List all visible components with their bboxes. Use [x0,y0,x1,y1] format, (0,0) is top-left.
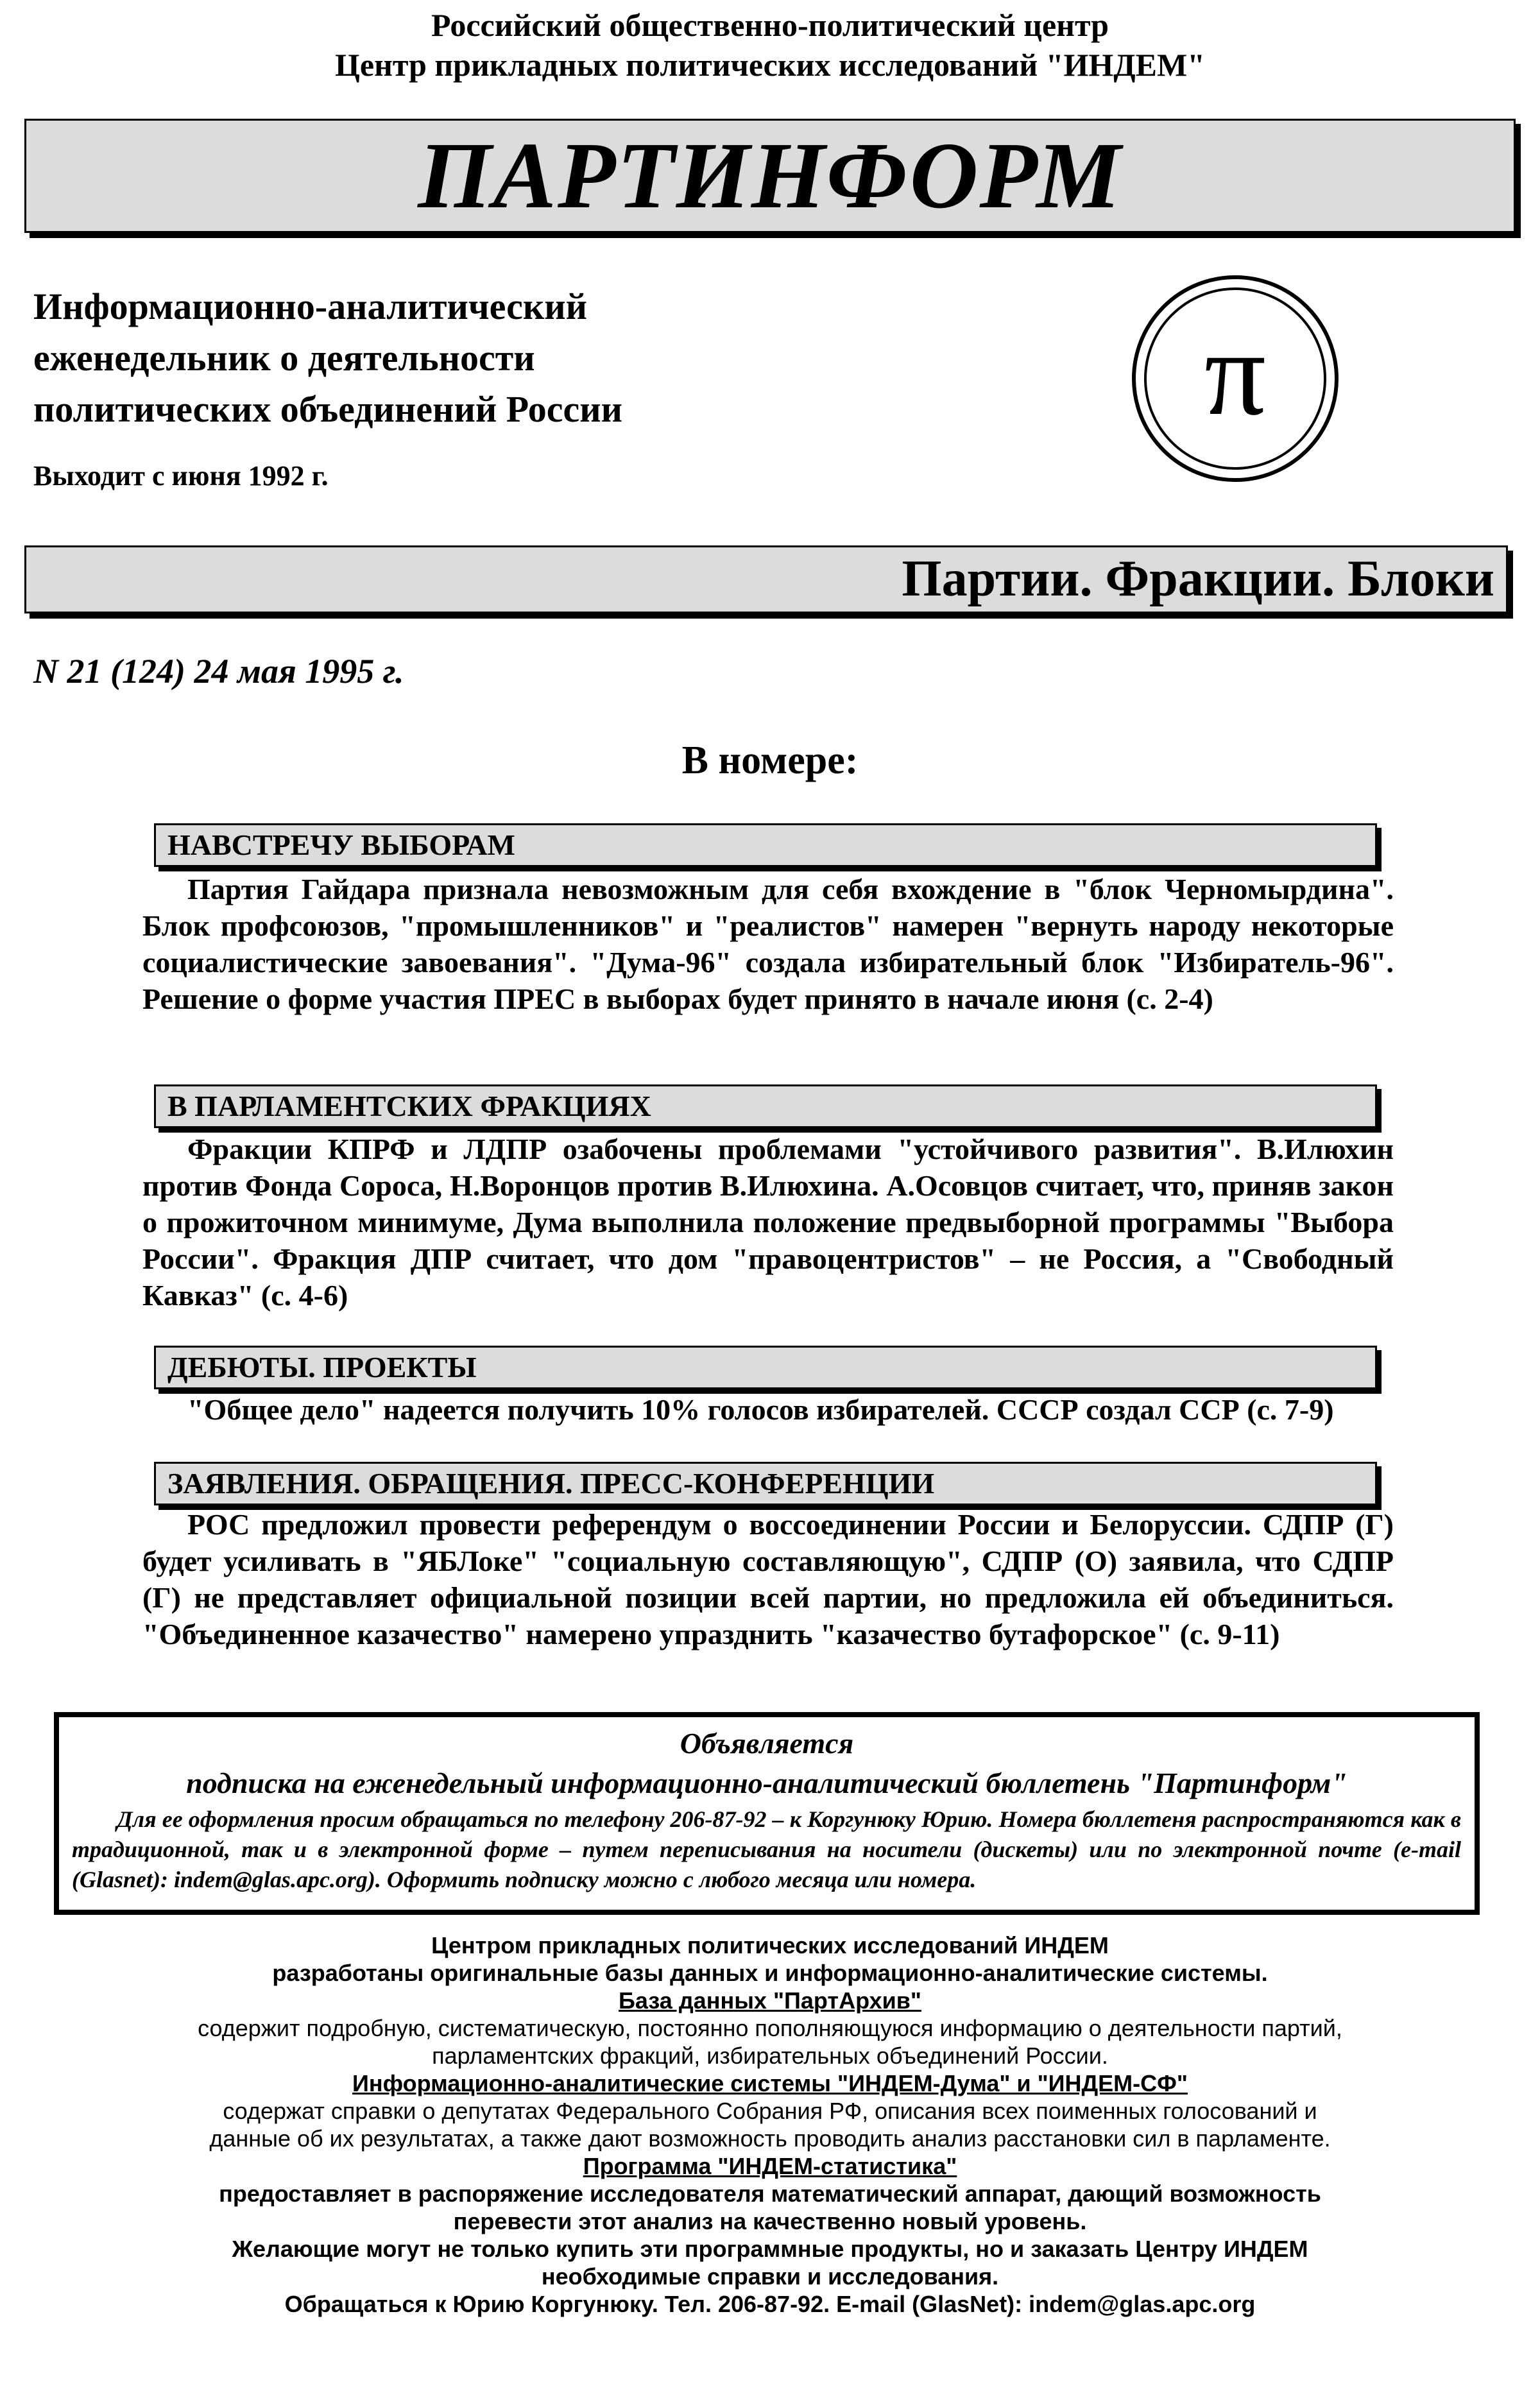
section-heading-box [154,1084,1377,1128]
section-heading: ЗАЯВЛЕНИЯ. ОБРАЩЕНИЯ. ПРЕСС-КОНФЕРЕНЦИИ [167,1467,935,1500]
footer-link-indem-statistics: Программа "ИНДЕМ-статистика" [583,2153,957,2179]
section-heading: НАВСТРЕЧУ ВЫБОРАМ [167,828,515,861]
section-heading-box [154,1462,1377,1505]
masthead-title: ПАРТИНФОРМ [418,123,1122,228]
section-heading: В ПАРЛАМЕНТСКИХ ФРАКЦИЯХ [167,1090,651,1122]
issue-number: N 21 (124) 24 мая 1995 г. [33,652,404,690]
footer-info [0,1932,1540,2318]
footer-line: Желающие могут не только купить эти программные продукты, но и заказать Центру ИНДЕМ [232,2236,1308,2262]
footer-line: данные об их результатах, а также дают возможность проводить анализ расстановки сил в парламенте. [209,2125,1331,2152]
section-summary: РОС предложил провести референдум о воссоединении России и Белоруссии. СДПР (Г) будет усиливать в "ЯБЛоке" "социальную составляющую", СДПР (О) заявила, что СДПР (Г) не представляет официальной позиции всей партии, но предложила ей объединиться. "Объединенное казачество" намерено упразднить "казачество бутафорское" (с. 9-11) [142,1508,1394,1650]
footer-line: содержат справки о депутатах Федерального Собрания РФ, описания всех поименных голосований и [223,2098,1317,2124]
footer-line: парламентских фракций, избирательных объединений России. [432,2043,1108,2069]
logo-symbol: π [1204,306,1266,441]
org-line-1: Российский общественно-политический центр [431,7,1109,43]
org-line-2: Центр прикладных политических исследований "ИНДЕМ" [335,47,1205,83]
subscription-title: подписка на еженедельный информационно-аналитический бюллетень "Партинформ" [186,1767,1348,1799]
section-summary: Партия Гайдара признала невозможным для себя вхождение в "блок Черномырдина". Блок профсоюзов, "промышленников" и "реалистов" намерен "вернуть народу некоторые социалистические завоевания". "Дума-96" создала избирательный блок "Избиратель-96". Решение о форме участия ПРЕС в выборах будет принято в начале июня (с. 2-4) [142,873,1394,1015]
masthead-banner [24,119,1516,233]
pi-logo-icon [1129,273,1341,484]
section-heading: ДЕБЮТЫ. ПРОЕКТЫ [167,1351,477,1384]
section-summary: "Общее дело" надеется получить 10% голосов избирателей. СССР создал ССР (с. 7-9) [187,1393,1334,1426]
section-title: Партии. Фракции. Блоки [902,551,1494,607]
subtitle-line-1: Информационно-аналитический [33,286,588,327]
section-heading-box [154,823,1377,867]
footer-line: необходимые справки и исследования. [541,2263,999,2290]
subtitle-line-2: еженедельник о деятельности [33,337,535,379]
section-summary: Фракции КПРФ и ЛДПР озабочены проблемами "устойчивого развития". В.Илюхин против Фонда Сороса, Н.Воронцов против В.Илюхина. А.Осовцов считает, что, приняв закон о прожиточном минимуме, Дума выполнила положение предвыборной программы "Выбора России". Фракция ДПР считает, что дом "правоцентристов" – не Россия, а "Свободный Кавказ" (с. 4-6) [142,1133,1394,1312]
footer-contact: Обращаться к Юрию Коргунюку. Тел. 206-87-92. E-mail (GlasNet): indem@glas.apc.org [284,2291,1256,2317]
footer-line: предоставляет в распоряжение исследователя математический аппарат, дающий возможность [219,2181,1321,2207]
footer-line: Центром прикладных политических исследований ИНДЕМ [431,1932,1109,1958]
footer-line: разработаны оригинальные базы данных и информационно-аналитические системы. [272,1960,1268,1986]
footer-line: перевести этот анализ на качественно новый уровень. [453,2208,1087,2234]
footer-link-indem-systems: Информационно-аналитические системы "ИНДЕМ-Дума" и "ИНДЕМ-СФ" [352,2070,1188,2096]
footer-line: содержит подробную, систематическую, постоянно пополняющуюся информацию о деятельности партий, [198,2015,1342,2041]
publication-since: Выходит с июня 1992 г. [33,460,329,492]
publication-description [33,281,868,435]
subscription-text: Для ее оформления просим обращаться по телефону 206-87-92 – к Коргунюку Юрию. Номера бюллетеня распространяются как в традиционной, так и в электронной форме – путем переписывания на носители (дискеты) или по электронной почте (e-mail (Glasnet): indem@glas.apc.org). Оформить подписку можно с любого месяца или номера. [72,1806,1461,1892]
organization-header [0,5,1540,85]
footer-link-partarchive: База данных "ПартАрхив" [619,1987,921,2014]
in-issue-heading: В номере: [681,739,859,782]
subscription-announce: Объявляется [680,1727,854,1760]
subtitle-line-3: политических объединений России [33,388,623,430]
section-heading-box [154,1346,1377,1389]
section-title-bar [24,545,1508,613]
